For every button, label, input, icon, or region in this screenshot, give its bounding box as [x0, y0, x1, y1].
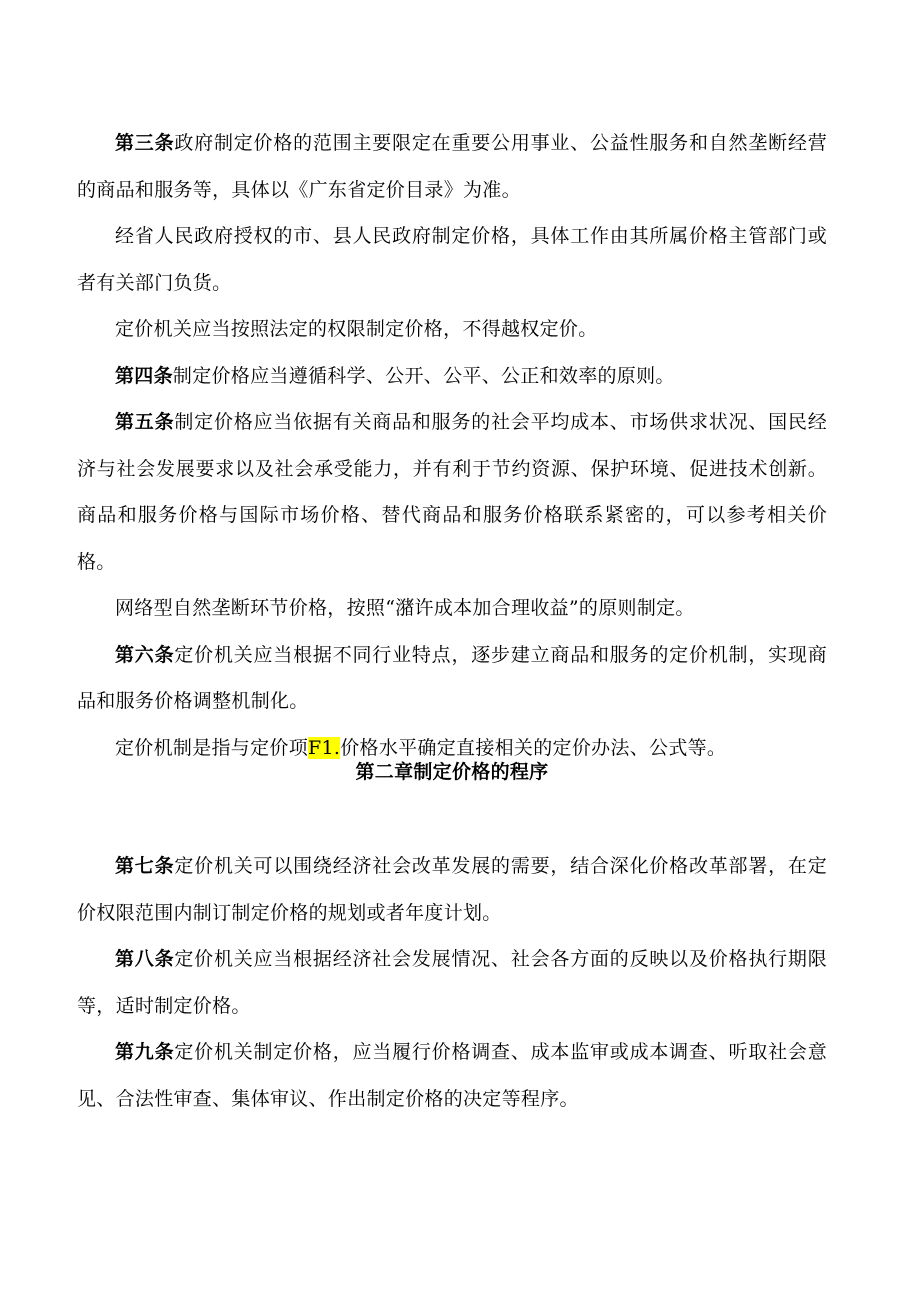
- article-paragraph: [77, 843, 827, 936]
- article-paragraph: [77, 353, 827, 400]
- highlighted-marker: F1.: [308, 736, 341, 759]
- article-number: 第七条: [115, 855, 175, 877]
- articles-before-chapter: [77, 120, 827, 725]
- clause-paragraph: [77, 213, 827, 306]
- mechanism-text-start: 定价机制是指与定价项: [115, 736, 309, 759]
- clause-paragraph: [77, 585, 827, 632]
- article-number: 第六条: [115, 643, 175, 666]
- paragraph-text: 政府制定价格的范围主要限定在重要公用事业、公益性服务和自然垄断经营的商品和服务等，具体以《广东省定价目录》为准。: [77, 132, 827, 201]
- paragraph-text: 网络型自然垄断环节价格，按照“潴许成本加合理收益”的原则制定。: [115, 597, 695, 619]
- article-number: 第五条: [115, 411, 175, 433]
- article-number: 第九条: [115, 1041, 175, 1063]
- article-paragraph: [77, 1029, 827, 1122]
- paragraph-text: 制定价格应当依据有关商品和服务的社会平均成本、市场供求状况、国民经济与社会发展要求以及社会承受能力，并有利于节约资源、保护环境、促进技术创新。商品和服务价格与国际市场价格、替代商品和服务价格联系紧密的，可以参考相关价格。: [77, 411, 827, 573]
- article-number: 第三条: [115, 132, 175, 154]
- paragraph-text: 定价机关应当根据不同行业特点，逐步建立商品和服务的定价机制，实现商品和服务价格调整机制化。: [77, 643, 827, 712]
- document-page: [77, 120, 827, 1122]
- clause-paragraph: [77, 306, 827, 353]
- paragraph-text: 制定价格应当遵循科学、公开、公平、公正和效率的原则。: [172, 364, 675, 387]
- paragraph-text: 经省人民政府授权的市、县人民政府制定价格，具体工作由其所属价格主管部门或者有关部门负货。: [77, 225, 827, 294]
- paragraph-text: 定价机关可以围绕经济社会改革发展的需要，结合深化价格改革部署，在定价权限范围内制订制定价格的规划或者年度计划。: [77, 855, 827, 924]
- article-number: 第八条: [115, 948, 175, 970]
- article-number: 第四条: [115, 364, 173, 387]
- paragraph-text: 定价机关应当按照法定的权限制定价格，不得越权定价。: [115, 318, 598, 340]
- mechanism-text-end: 价格水平确定直接相关的定价办法、公式等。: [340, 736, 727, 759]
- paragraph-text: 定价机关应当根据经济社会发展情况、社会各方面的反映以及价格执行期限等，适时制定价格。: [77, 948, 827, 1017]
- articles-after-chapter: [77, 843, 827, 1122]
- article-paragraph: [77, 632, 827, 725]
- article-paragraph: [77, 399, 827, 585]
- chapter-title: 第二章制定价格的程序: [355, 761, 549, 783]
- paragraph-text: 定价机关制定价格，应当履行价格调查、成本监审或成本调查、听取社会意见、合法性审查、集体审议、作出制定价格的决定等程序。: [77, 1041, 827, 1110]
- article-paragraph: [77, 936, 827, 1029]
- article-paragraph: [77, 120, 827, 213]
